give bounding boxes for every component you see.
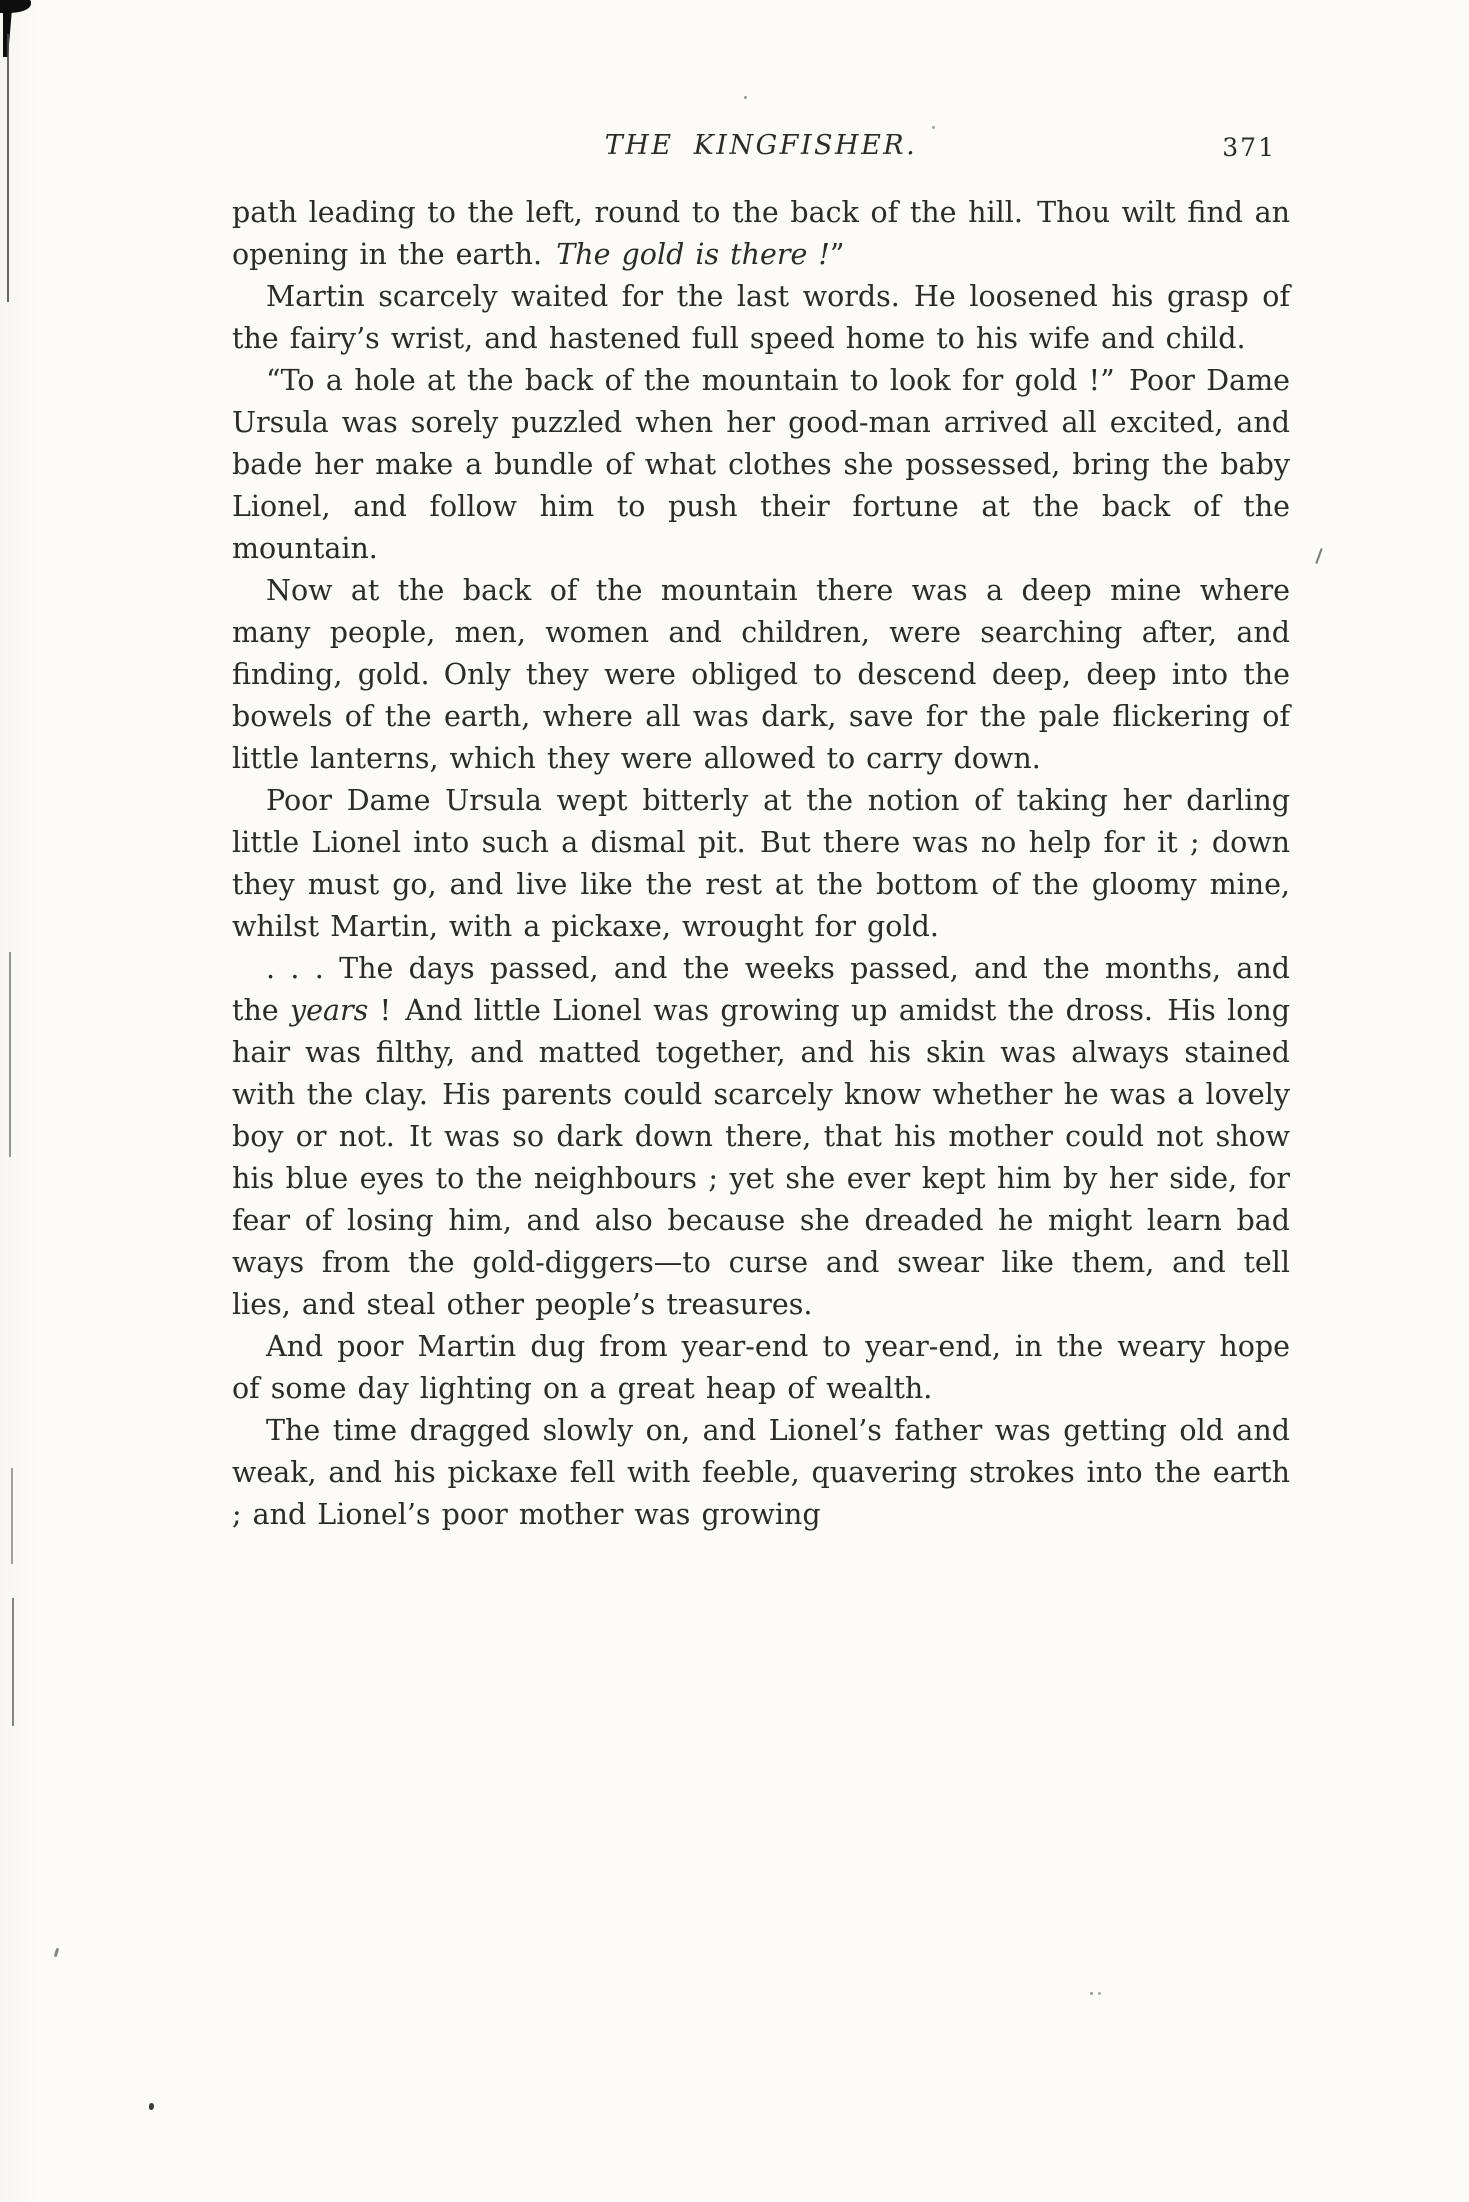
scan-artifact-speck [744, 96, 747, 99]
scan-artifact-speck [1090, 1992, 1093, 1995]
scan-artifact-tick [1315, 548, 1322, 564]
scan-artifact-speck [54, 1948, 59, 1957]
running-title: THE KINGFISHER. [604, 130, 918, 161]
text-segment: Now at the back of the mountain there was a deep mine where many people, men, women and children, were searching after, and finding, gold. Only they were obliged to descend deep, deep into the bowels of the earth, where all was dark, save for the pale flickering of little lanterns, which they were allowed to carry down. [232, 574, 1290, 775]
scan-artifact-edge-line [12, 1598, 14, 1726]
text-segment: Martin scarcely waited for the last words. He loosened his grasp of the fairy’s wrist, and hastened full speed home to his wife and child. [232, 280, 1290, 355]
text-segment: Poor Dame Ursula wept bitterly at the notion of taking her darling little Lionel into such a dismal pit. But there was no help for it ; down they must go, and live like the rest at the bottom of the gloomy mine, whilst Martin, with a pickaxe, wrought for gold. [232, 784, 1290, 943]
page-header [232, 130, 1290, 176]
page-number: 371 [1222, 133, 1276, 162]
scan-artifact-speck [1098, 1992, 1101, 1995]
scan-artifact-speck [149, 2103, 154, 2110]
text-segment: ! And little Lionel was growing up amidst the dross. His long hair was filthy, and matted together, and his skin was always stained with the clay. His parents could scarcely know whether he was a lovely boy or not. It was so dark down there, that his mother could not show his blue eyes to the neighbours ; yet she ever kept him by her side, for fear of losing him, and also because she dreaded he might learn bad ways from the gold-diggers—to curse and swear like them, and tell lies, and steal other people’s treasures. [232, 994, 1291, 1321]
text-segment: . . . The days passed, and the weeks passed, and the months, and the [232, 952, 1290, 1027]
italic-text: The gold is there ! [556, 238, 830, 271]
scan-artifact-speck [932, 126, 935, 129]
paragraph [232, 276, 1290, 360]
page-content [232, 130, 1290, 1536]
italic-text: years [290, 994, 369, 1027]
text-segment: ” [829, 238, 845, 271]
scan-artifact-edge-line [7, 34, 9, 302]
paragraph [232, 192, 1290, 276]
paragraph [232, 360, 1290, 570]
text-segment: path leading to the left, round to the back of the hill. Thou wilt find an opening in the earth. [232, 196, 1290, 271]
paragraph [232, 1410, 1290, 1536]
paragraph [232, 780, 1290, 948]
paragraph [232, 570, 1290, 780]
scan-artifact-edge-line [9, 952, 11, 1157]
text-segment: The time dragged slowly on, and Lionel’s father was getting old and weak, and his pickaxe fell with feeble, quavering strokes into the earth ; and Lionel’s poor mother was growing [232, 1414, 1290, 1531]
paragraph [232, 948, 1290, 1326]
body-text [232, 192, 1290, 1536]
text-segment: “To a hole at the back of the mountain to look for gold !” Poor Dame Ursula was sorely puzzled when her good-man arrived all excited, and bade her make a bundle of what clothes she possessed, bring the baby Lionel, and follow him to push their fortune at the back of the mountain. [232, 364, 1290, 565]
paragraph [232, 1326, 1290, 1410]
scan-artifact-edge-line [11, 1468, 13, 1564]
text-segment: And poor Martin dug from year-end to year-end, in the weary hope of some day lighting on a great heap of wealth. [232, 1330, 1290, 1405]
